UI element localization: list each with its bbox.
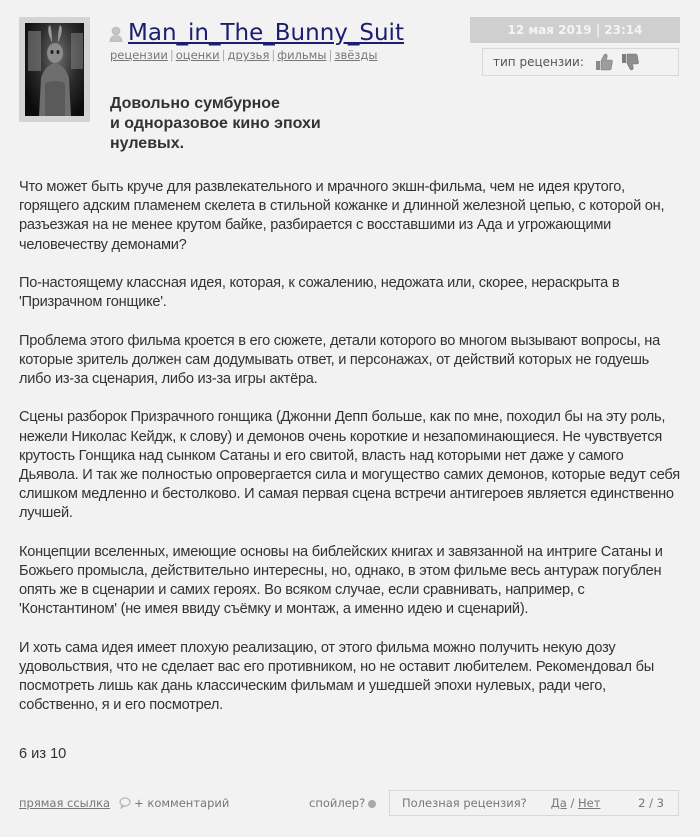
useful-score: 2 / 3 <box>638 796 664 810</box>
separator: | <box>271 48 276 62</box>
review-paragraph: Концепции вселенных, имеющие основы на библейских книгах и завязанной на интриге Сатаны и Божьего промысла, действительно интересны, но, однако, в этом фильме весь антураж погублен опять же в сценарии и самих героях. Во всяком случае, если сравнивать, например, с 'Константином' (не имея ввиду съёмку и монтаж, а именно идею и сценарий). <box>19 543 663 618</box>
separator: | <box>328 48 333 62</box>
user-links <box>110 48 377 62</box>
review-paragraph: И хоть сама идея имеет плохую реализацию, от этого фильма можно получить некую дозу удовольствия, что не сделает вас его противником, но не оставит любителем. Рекомендовал бы посмотреть лишь как дань классическим фильмам и ушедшей эпохи нулевых, ради чего, собственно, я и его посмотрел. <box>19 639 654 714</box>
review-rating: 6 из 10 <box>19 746 67 762</box>
review-paragraph: Сцены разборок Призрачного гонщика (Джонни Депп больше, как по мне, походил бы на эту роль, нежели Николас Кейдж, к слову) и демонов очень короткие и незапоминающиеся. Не чувствуется крутость Гонщика над сынком Сатаны и его свитой, власть над которыми нет даже у самого Дьявола. И так же полностью опровергается сила и могущество самих демонов, которые ведут себя слишком медленно и бестолково. И самая первая сцена встречи антигероев является единственно лучшей. <box>19 409 680 522</box>
permalink-link[interactable]: прямая ссылка <box>19 796 111 810</box>
avatar[interactable] <box>19 17 90 122</box>
useful-review-box <box>389 790 679 816</box>
user-link-friends[interactable]: друзья <box>227 48 270 62</box>
useful-no-link[interactable]: Нет <box>578 796 601 810</box>
user-link-ratings[interactable]: оценки <box>175 48 220 62</box>
review-type-label: тип рецензии: <box>493 55 584 69</box>
username-link[interactable]: Man_in_The_Bunny_Suit <box>128 20 404 46</box>
review-title <box>110 94 370 154</box>
avatar-image <box>25 23 84 116</box>
review-body <box>19 178 684 735</box>
thumbs-down-icon <box>620 52 640 72</box>
review-paragraph: Что может быть круче для развлекательного и мрачного экшн-фильма, чем не идея крутого, горящего адским пламенем скелета в стильной кожанке и длинной железной цепью, с которой он, разъезжая на не менее крутом байке, разбирается с восставшими из Ада и угрожающими человечеству демонами? <box>19 179 665 253</box>
review-title-line: и одноразовое кино эпохи <box>110 115 321 132</box>
useful-question: Полезная рецензия? <box>402 796 527 810</box>
spoiler-dot-icon <box>368 800 376 808</box>
comment-icon <box>119 797 131 809</box>
review-footer-links <box>19 796 229 810</box>
user-link-reviews[interactable]: рецензии <box>110 48 168 62</box>
separator: | <box>221 48 226 62</box>
add-comment-button[interactable]: + комментарий <box>134 796 230 810</box>
review-title-line: нулевых. <box>110 135 185 152</box>
user-link-stars[interactable]: звёзды <box>334 48 378 62</box>
review-paragraph: Проблема этого фильма кроется в его сюжете, детали которого во многом вызывают вопросы, на которые зритель должен сам додумывать ответ, и персонажах, от действий которых не годуешь либо из-за сценария, либо из-за игры актёра. <box>19 332 660 387</box>
review-type-box <box>482 48 679 76</box>
separator: | <box>169 48 174 62</box>
bunny-figure-icon <box>25 23 84 116</box>
useful-vote <box>551 796 601 810</box>
review-paragraph: По-настоящему классная идея, которая, к сожалению, недожата или, скорее, нераскрыта в 'Призрачном гонщике'. <box>19 275 620 311</box>
review-date: 12 мая 2019 | 23:14 <box>470 17 680 43</box>
vote-separator: / <box>566 796 579 810</box>
user-icon <box>109 26 123 42</box>
author-header <box>109 17 404 47</box>
useful-yes-link[interactable]: Да <box>550 796 567 810</box>
review-title-line: Довольно сумбурное <box>110 95 280 112</box>
thumbs-up-icon <box>594 52 614 72</box>
spoiler-label: спойлер? <box>309 796 366 810</box>
user-link-films[interactable]: фильмы <box>277 48 327 62</box>
spoiler-toggle[interactable] <box>309 796 376 810</box>
